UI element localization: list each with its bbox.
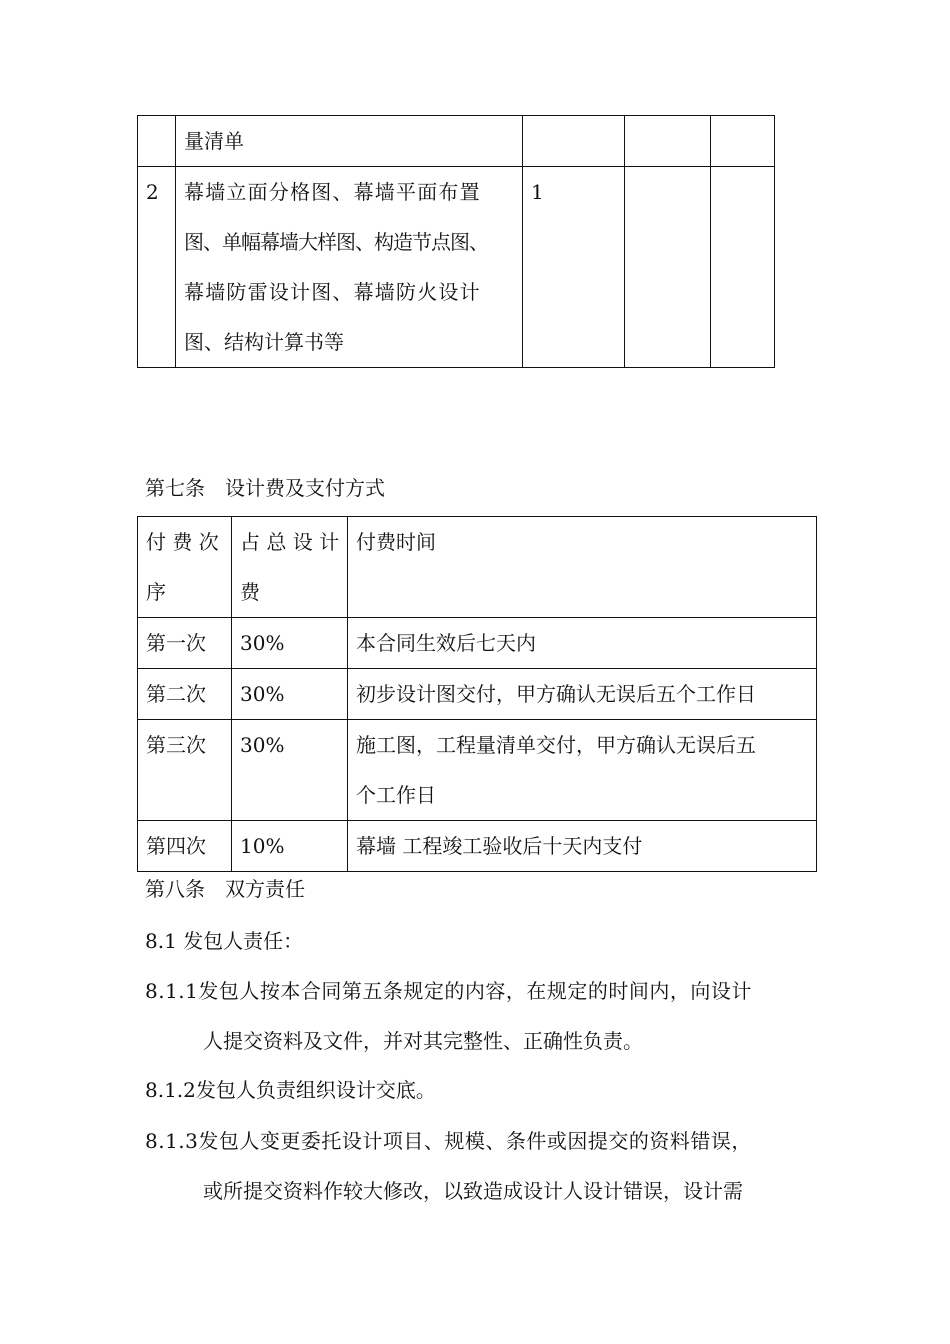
payment-order-cell: 第四次 xyxy=(138,821,232,872)
item-content-cell xyxy=(176,167,523,368)
payment-order-cell: 第二次 xyxy=(138,669,232,720)
clause-8-1-1-line-2: 人提交资料及文件，并对其完整性、正确性负责。 xyxy=(203,1029,643,1053)
header-payment-time: 付费时间 xyxy=(348,517,817,618)
payment-order-cell: 第三次 xyxy=(138,720,232,821)
item-number-cell: 2 xyxy=(138,167,176,368)
item-content-line: 幕墙防雷设计图、幕墙防火设计 xyxy=(184,280,481,304)
item-blank-cell xyxy=(625,116,711,167)
header-percent-of-fee: 占 总 设 计 费 xyxy=(232,517,348,618)
clause-8-1-2: 8.1.2发包人负责组织设计交底。 xyxy=(145,1078,436,1102)
item-content-line: 图、结构计算书等 xyxy=(184,330,344,354)
payment-order-cell: 第一次 xyxy=(138,618,232,669)
item-content-cell xyxy=(176,116,523,167)
table-row xyxy=(138,720,817,821)
payment-percent-cell: 30% xyxy=(232,669,348,720)
item-quantity-cell xyxy=(523,116,625,167)
deliverables-table xyxy=(137,115,775,368)
item-blank-cell xyxy=(711,116,775,167)
table-row xyxy=(138,669,817,720)
item-blank-cell xyxy=(625,167,711,368)
item-blank-cell xyxy=(711,167,775,368)
table-row xyxy=(138,167,775,368)
item-quantity-cell: 1 xyxy=(523,167,625,368)
table-row xyxy=(138,821,817,872)
payment-time-cell: 施工图，工程量清单交付，甲方确认无误后五 个工作日 xyxy=(348,720,817,821)
article-7-heading: 第七条 设计费及支付方式 xyxy=(145,476,385,500)
item-number-cell xyxy=(138,116,176,167)
item-content-line: 图、单幅幕墙大样图、构造节点图、 xyxy=(184,230,488,254)
payment-percent-cell: 10% xyxy=(232,821,348,872)
article-8-heading: 第八条 双方责任 xyxy=(145,877,305,901)
header-payment-order: 付 费 次 序 xyxy=(138,517,232,618)
payment-schedule-table xyxy=(137,516,817,872)
clause-8-1-3-line-1: 8.1.3发包人变更委托设计项目、规模、条件或因提交的资料错误， xyxy=(145,1129,752,1153)
clause-8-1-1-line-1: 8.1.1发包人按本合同第五条规定的内容，在规定的时间内，向设计 xyxy=(145,979,752,1003)
payment-percent-cell: 30% xyxy=(232,720,348,821)
payment-time-cell: 本合同生效后七天内 xyxy=(348,618,817,669)
item-content-line: 幕墙立面分格图、幕墙平面布置 xyxy=(184,180,481,204)
payment-percent-cell: 30% xyxy=(232,618,348,669)
table-row xyxy=(138,116,775,167)
clause-8-1: 8.1 发包人责任： xyxy=(145,929,304,953)
payment-time-cell: 幕墙 工程竣工验收后十天内支付 xyxy=(348,821,817,872)
table-header-row xyxy=(138,517,817,618)
table-row xyxy=(138,618,817,669)
clause-8-1-3-line-2: 或所提交资料作较大修改，以致造成设计人设计错误，设计需 xyxy=(203,1179,743,1203)
item-content-line: 量清单 xyxy=(184,129,244,153)
payment-time-cell: 初步设计图交付，甲方确认无误后五个工作日 xyxy=(348,669,817,720)
